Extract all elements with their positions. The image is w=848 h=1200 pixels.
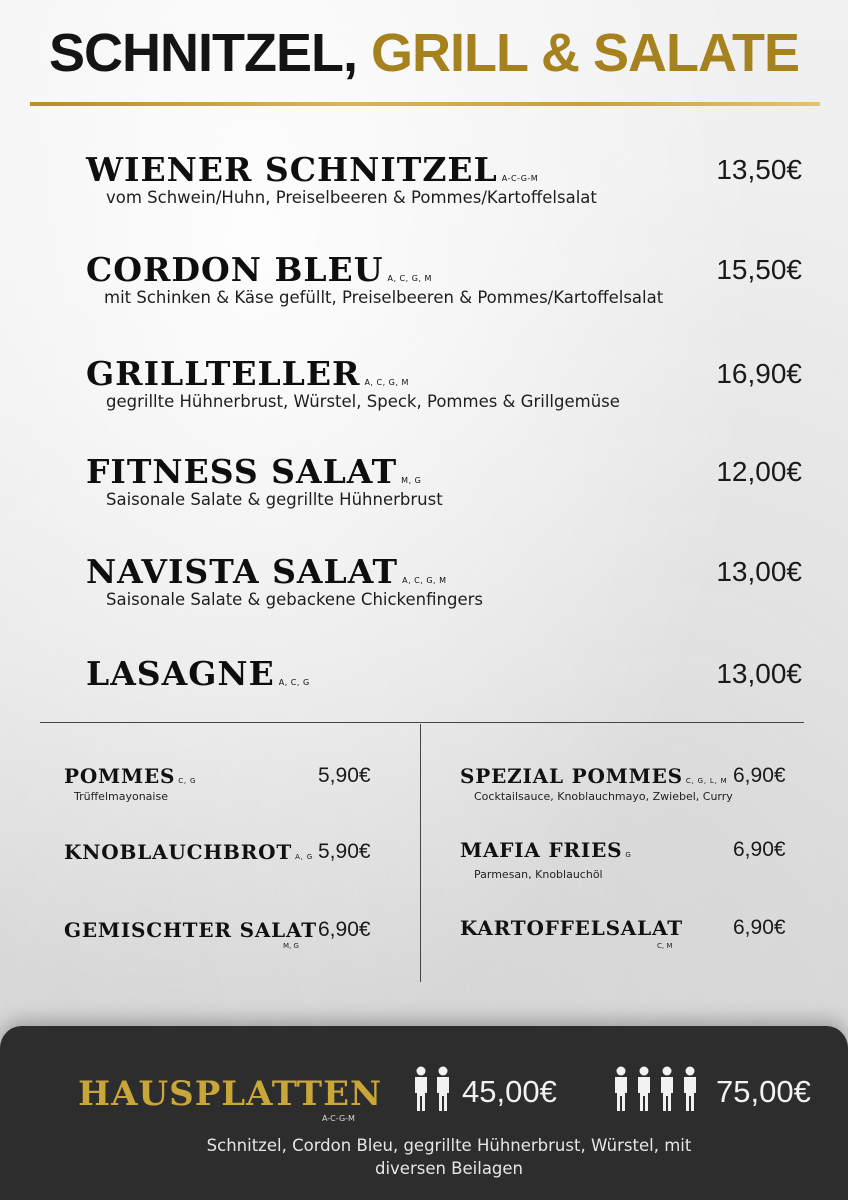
side-item-price: 6,90€ [733, 916, 786, 939]
page-title [0, 22, 848, 84]
hausplatten-desc-line2: diversen Beilagen [374, 1159, 524, 1178]
side-item-name: POMMES [64, 764, 176, 788]
side-item-allergens: A, G [295, 853, 313, 861]
side-item-price: 5,90€ [318, 764, 371, 787]
menu-item-price: 13,00€ [716, 556, 802, 587]
side-item-allergens: C, G, L, M [685, 777, 728, 785]
side-item [460, 838, 810, 888]
side-item-allergens: C, G [178, 777, 197, 785]
menu-item-allergens: M, G [401, 476, 422, 485]
menu-item-desc: vom Schwein/Huhn, Preiselbeeren & Pommes/Kartoffelsalat [106, 188, 597, 207]
menu-item-desc: Saisonale Salate & gegrillte Hühnerbrust [106, 490, 443, 509]
section-divider [40, 722, 804, 723]
menu-item-name: FITNESS SALAT [86, 452, 398, 491]
title-part-gold: GRILL & SALATE [371, 23, 799, 83]
side-item-desc: Cocktailsauce, Knoblauchmayo, Zwiebel, Curry [474, 790, 733, 803]
menu-item-price: 15,50€ [716, 254, 802, 285]
menu-item-allergens: A, C, G, M [387, 274, 432, 283]
menu-item-desc: mit Schinken & Käse gefüllt, Preiselbeeren & Pommes/Kartoffelsalat [104, 288, 664, 307]
menu-item-name: LASAGNE [86, 654, 275, 693]
side-item-desc: Trüffelmayonaise [74, 790, 168, 803]
hausplatten-price-two: 45,00€ [462, 1074, 557, 1109]
side-item [64, 840, 394, 880]
menu-item-desc: gegrillte Hühnerbrust, Würstel, Speck, Pommes & Grillgemüse [106, 392, 620, 411]
side-item-allergens: M, G [283, 942, 299, 950]
four-people-icon [610, 1066, 704, 1112]
side-item-price: 6,90€ [318, 918, 371, 941]
title-part-dark: SCHNITZEL, [49, 23, 371, 83]
hausplatten-panel [0, 1026, 848, 1200]
menu-item-price: 12,00€ [716, 456, 802, 487]
side-item-name: SPEZIAL POMMES [460, 764, 683, 788]
side-item-name: KNOBLAUCHBROT [64, 840, 293, 864]
side-item-name: GEMISCHTER SALAT [64, 918, 317, 942]
menu-item-allergens: A, C, G [278, 678, 310, 687]
menu-item-desc: Saisonale Salate & gebackene Chickenfingers [106, 590, 483, 609]
hausplatten-desc [0, 1134, 848, 1180]
menu-item-allergens: A, C, G, M [364, 378, 409, 387]
menu-item-name: WIENER SCHNITZEL [86, 150, 498, 189]
side-item-name: KARTOFFELSALAT [460, 916, 683, 940]
menu-item-price: 16,90€ [716, 358, 802, 389]
hausplatten-title: HAUSPLATTEN [78, 1074, 383, 1114]
menu-item-name: CORDON BLEU [86, 250, 384, 289]
side-item-allergens: C, M [657, 942, 673, 950]
menu-item-name: GRILLTELLER [86, 354, 361, 393]
side-item-price: 6,90€ [733, 764, 786, 787]
side-item-price: 5,90€ [318, 840, 371, 863]
hausplatten-desc-line1: Schnitzel, Cordon Bleu, gegrillte Hühnerbrust, Würstel, mit [206, 1136, 692, 1155]
menu-item-name: NAVISTA SALAT [86, 552, 399, 591]
two-people-icon [410, 1066, 456, 1112]
column-divider [420, 724, 421, 982]
side-item [460, 764, 810, 814]
hausplatten-price-four: 75,00€ [716, 1074, 811, 1109]
menu-item-allergens: A, C, G, M [402, 576, 447, 585]
side-item [64, 764, 394, 814]
hausplatten-allergens: A-C-G-M [322, 1114, 355, 1123]
side-item-desc: Parmesan, Knoblauchöl [474, 868, 603, 881]
side-item-price: 6,90€ [733, 838, 786, 861]
side-item-allergens: G [625, 851, 632, 859]
side-item [64, 918, 394, 958]
menu-item-price: 13,50€ [716, 154, 802, 185]
menu-item-allergens: A-C-G-M [501, 174, 539, 183]
title-underline [30, 102, 820, 106]
side-item [460, 916, 810, 956]
menu-item-price: 13,00€ [716, 658, 802, 689]
side-item-name: MAFIA FRIES [460, 838, 623, 862]
